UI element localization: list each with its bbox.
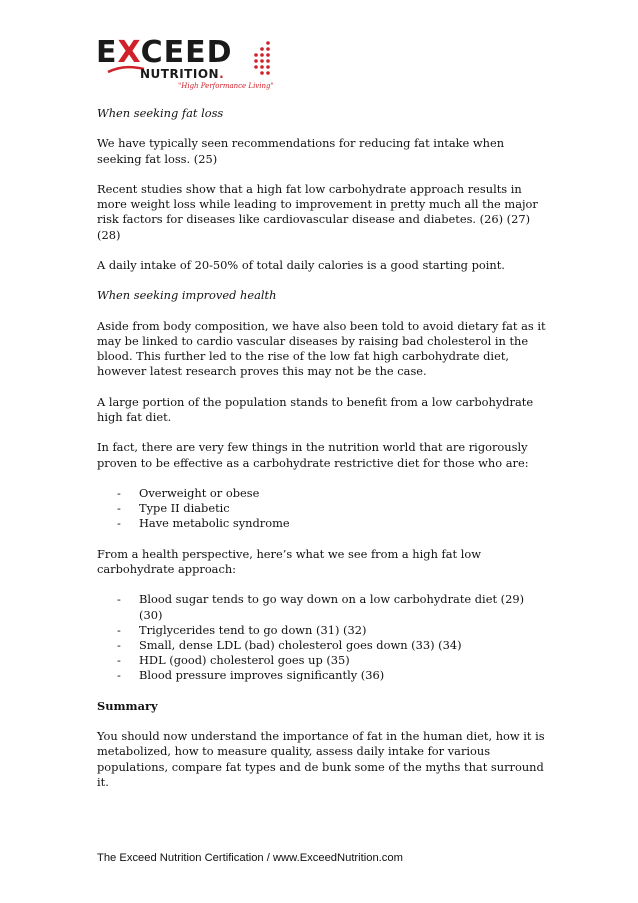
summary-heading: Summary [97,698,158,713]
logo-subtitle: NUTRITION. [140,67,225,81]
paragraph-1: We have typically seen recommendations for reducing fat intake when seeking fat loss. (25) [97,136,505,166]
heading-improved-health [97,288,547,303]
paragraph-7: From a health perspective, here’s what we see from a high fat low carbohydrate approach: [97,546,481,576]
paragraph-3: A daily intake of 20-50% of total daily calories is a good starting point. [97,257,505,272]
list-item: - Triglycerides tend to go down (31) (32) [117,623,547,638]
logo-tagline: "High Performance Living" [178,82,274,90]
list-item: - Blood sugar tends to go way down on a low carbohydrate diet (29) (30) [117,592,547,622]
paragraph-6: In fact, there are very few things in the nutrition world that are rigorously proven to be effective as a carbohydrate restrictive diet for those who are: [97,440,529,470]
logo-subtitle-text: NUTRITION [140,67,220,81]
list-item: - Small, dense LDL (bad) cholesterol goes down (33) (34) [117,638,547,653]
health-effects-list [97,592,547,683]
heading-fat-loss-text: When seeking fat loss [97,106,224,120]
list-item: - Blood pressure improves significantly (36) [117,668,547,683]
exceed-nutrition-logo [96,35,296,96]
paragraph-2: Recent studies show that a high fat low carbohydrate approach results in more weight loss while leading to improvement in pretty much all the major risk factors for diseases like cardiovascular disease and diabetes. (26) (27) (28) [97,181,538,242]
summary-paragraph: You should now understand the importance of fat in the human diet, how it is metabolized, how to measure quality, assess daily intake for various populations, compare fat types and de bunk some of the myths that surround it. [97,729,545,789]
paragraph-5: A large portion of the population stands to benefit from a low carbohydrate high fat diet. [97,394,534,424]
logo-dot-grid-icon [254,40,274,84]
list-item: - HDL (good) cholesterol goes up (35) [117,653,547,668]
paragraph-4: Aside from body composition, we have also been told to avoid dietary fat as it may be linked to cardio vascular diseases by raising bad cholesterol in the blood. This further led to the rise of the low fat high carbohydrate diet, however latest research proves this may not be the case. [97,318,546,379]
logo-letters-rest: CEED [140,35,233,70]
conditions-list [97,486,547,532]
heading-fat-loss [97,106,547,121]
document-body [97,106,547,805]
list-item: - Have metabolic syndrome [117,516,547,531]
page-footer: The Exceed Nutrition Certification / www.ExceedNutrition.com [97,852,403,864]
list-item: - Overweight or obese [117,486,547,501]
list-item: - Type II diabetic [117,501,547,516]
logo-letter-e: E [96,35,118,70]
heading-improved-health-text: When seeking improved health [97,288,277,303]
logo-letter-x: X [117,35,141,70]
